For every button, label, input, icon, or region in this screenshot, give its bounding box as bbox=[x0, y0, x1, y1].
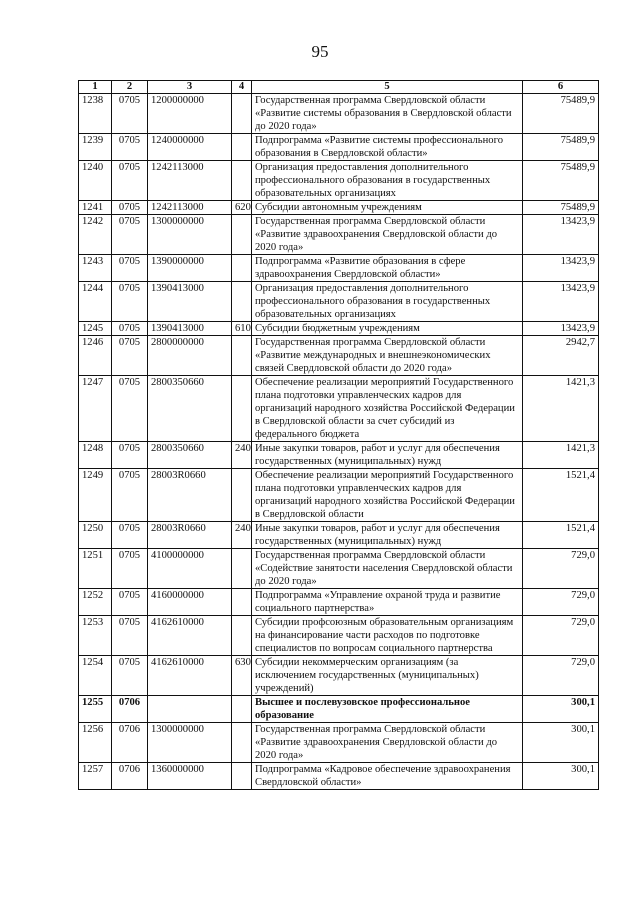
cell-item-name: Государственная программа Свердловской области «Содействие занятости населения Свердловской области до 2020 года» bbox=[252, 549, 523, 589]
cell-expense-type bbox=[232, 161, 252, 201]
cell-row-number: 1251 bbox=[79, 549, 112, 589]
table-row bbox=[79, 161, 599, 201]
cell-expense-type bbox=[232, 549, 252, 589]
cell-item-name: Организация предоставления дополнительного профессионального образования в государственных образовательных организациях bbox=[252, 161, 523, 201]
cell-amount: 13423,9 bbox=[523, 215, 599, 255]
cell-row-number: 1245 bbox=[79, 322, 112, 336]
cell-expense-type bbox=[232, 763, 252, 790]
cell-target-code bbox=[148, 696, 232, 723]
cell-section-code: 0705 bbox=[112, 469, 148, 522]
cell-target-code: 2800000000 bbox=[148, 336, 232, 376]
cell-row-number: 1246 bbox=[79, 336, 112, 376]
cell-target-code: 4160000000 bbox=[148, 589, 232, 616]
cell-expense-type bbox=[232, 282, 252, 322]
cell-row-number: 1257 bbox=[79, 763, 112, 790]
cell-target-code: 1390413000 bbox=[148, 322, 232, 336]
cell-expense-type bbox=[232, 255, 252, 282]
cell-amount: 75489,9 bbox=[523, 161, 599, 201]
cell-expense-type: 630 bbox=[232, 656, 252, 696]
cell-amount: 13423,9 bbox=[523, 282, 599, 322]
cell-expense-type bbox=[232, 723, 252, 763]
cell-section-code: 0705 bbox=[112, 282, 148, 322]
cell-amount: 300,1 bbox=[523, 723, 599, 763]
cell-target-code: 2800350660 bbox=[148, 442, 232, 469]
cell-row-number: 1239 bbox=[79, 134, 112, 161]
cell-row-number: 1255 bbox=[79, 696, 112, 723]
cell-target-code: 28003R0660 bbox=[148, 522, 232, 549]
table-row bbox=[79, 549, 599, 589]
cell-item-name: Подпрограмма «Кадровое обеспечение здравоохранения Свердловской области» bbox=[252, 763, 523, 790]
cell-item-name: Субсидии профсоюзным образовательным организациям на финансирование части расходов по подготовке специалистов по вопросам социального партнерства bbox=[252, 616, 523, 656]
cell-target-code: 4162610000 bbox=[148, 616, 232, 656]
cell-amount: 729,0 bbox=[523, 549, 599, 589]
cell-target-code: 1360000000 bbox=[148, 763, 232, 790]
cell-row-number: 1247 bbox=[79, 376, 112, 442]
table-row bbox=[79, 376, 599, 442]
cell-section-code: 0705 bbox=[112, 656, 148, 696]
cell-item-name: Государственная программа Свердловской области «Развитие системы образования в Свердловской области до 2020 года» bbox=[252, 94, 523, 134]
cell-target-code: 1200000000 bbox=[148, 94, 232, 134]
cell-expense-type: 620 bbox=[232, 201, 252, 215]
cell-target-code: 1242113000 bbox=[148, 161, 232, 201]
cell-item-name: Иные закупки товаров, работ и услуг для обеспечения государственных (муниципальных) нужд bbox=[252, 442, 523, 469]
column-header-name: 5 bbox=[252, 81, 523, 94]
cell-row-number: 1244 bbox=[79, 282, 112, 322]
column-header-number: 1 bbox=[79, 81, 112, 94]
table-row bbox=[79, 255, 599, 282]
cell-target-code: 4100000000 bbox=[148, 549, 232, 589]
table-row bbox=[79, 469, 599, 522]
cell-target-code: 4162610000 bbox=[148, 656, 232, 696]
cell-row-number: 1249 bbox=[79, 469, 112, 522]
cell-item-name: Государственная программа Свердловской области «Развитие международных и внешнеэкономических связей Свердловской области до 2020 года» bbox=[252, 336, 523, 376]
cell-item-name: Подпрограмма «Развитие образования в сфере здравоохранения Свердловской области» bbox=[252, 255, 523, 282]
cell-item-name: Обеспечение реализации мероприятий Государственного плана подготовки управленческих кадров для организаций народного хозяйства Российской Федерации в Свердловской области за счет субсидий из федерального бюджета bbox=[252, 376, 523, 442]
cell-section-code: 0705 bbox=[112, 134, 148, 161]
cell-section-code: 0705 bbox=[112, 549, 148, 589]
cell-row-number: 1250 bbox=[79, 522, 112, 549]
cell-amount: 300,1 bbox=[523, 763, 599, 790]
cell-expense-type bbox=[232, 616, 252, 656]
cell-section-code: 0705 bbox=[112, 215, 148, 255]
cell-row-number: 1238 bbox=[79, 94, 112, 134]
cell-section-code: 0705 bbox=[112, 616, 148, 656]
cell-section-code: 0706 bbox=[112, 723, 148, 763]
table-row bbox=[79, 94, 599, 134]
table-row bbox=[79, 723, 599, 763]
cell-section-code: 0706 bbox=[112, 696, 148, 723]
cell-amount: 75489,9 bbox=[523, 201, 599, 215]
cell-row-number: 1256 bbox=[79, 723, 112, 763]
cell-section-code: 0705 bbox=[112, 201, 148, 215]
cell-item-name: Подпрограмма «Развитие системы профессионального образования в Свердловской области» bbox=[252, 134, 523, 161]
column-header-expense-type: 4 bbox=[232, 81, 252, 94]
cell-amount: 729,0 bbox=[523, 616, 599, 656]
cell-expense-type bbox=[232, 589, 252, 616]
cell-item-name: Иные закупки товаров, работ и услуг для обеспечения государственных (муниципальных) нужд bbox=[252, 522, 523, 549]
cell-target-code: 1242113000 bbox=[148, 201, 232, 215]
cell-expense-type bbox=[232, 376, 252, 442]
cell-amount: 13423,9 bbox=[523, 322, 599, 336]
table-row bbox=[79, 696, 599, 723]
cell-item-name: Государственная программа Свердловской области «Развитие здравоохранения Свердловской области до 2020 года» bbox=[252, 215, 523, 255]
table-row bbox=[79, 282, 599, 322]
cell-section-code: 0705 bbox=[112, 322, 148, 336]
cell-section-code: 0705 bbox=[112, 442, 148, 469]
cell-item-name: Субсидии автономным учреждениям bbox=[252, 201, 523, 215]
cell-target-code: 2800350660 bbox=[148, 376, 232, 442]
cell-section-code: 0706 bbox=[112, 763, 148, 790]
cell-section-code: 0705 bbox=[112, 522, 148, 549]
cell-item-name: Государственная программа Свердловской области «Развитие здравоохранения Свердловской области до 2020 года» bbox=[252, 723, 523, 763]
cell-section-code: 0705 bbox=[112, 336, 148, 376]
page-number: 95 bbox=[311, 42, 329, 61]
cell-row-number: 1254 bbox=[79, 656, 112, 696]
table-row bbox=[79, 134, 599, 161]
table-row bbox=[79, 201, 599, 215]
table-body bbox=[79, 94, 599, 790]
table-row bbox=[79, 215, 599, 255]
cell-row-number: 1240 bbox=[79, 161, 112, 201]
cell-amount: 729,0 bbox=[523, 589, 599, 616]
cell-expense-type bbox=[232, 336, 252, 376]
cell-expense-type: 240 bbox=[232, 522, 252, 549]
cell-target-code: 1300000000 bbox=[148, 723, 232, 763]
column-header-amount: 6 bbox=[523, 81, 599, 94]
cell-amount: 1421,3 bbox=[523, 442, 599, 469]
cell-row-number: 1253 bbox=[79, 616, 112, 656]
table-row bbox=[79, 589, 599, 616]
cell-target-code: 28003R0660 bbox=[148, 469, 232, 522]
cell-row-number: 1241 bbox=[79, 201, 112, 215]
table-row bbox=[79, 442, 599, 469]
cell-amount: 2942,7 bbox=[523, 336, 599, 376]
table-row bbox=[79, 616, 599, 656]
cell-target-code: 1300000000 bbox=[148, 215, 232, 255]
cell-item-name: Субсидии бюджетным учреждениям bbox=[252, 322, 523, 336]
table-row bbox=[79, 763, 599, 790]
cell-section-code: 0705 bbox=[112, 376, 148, 442]
table-row bbox=[79, 336, 599, 376]
cell-expense-type bbox=[232, 134, 252, 161]
table-header-row bbox=[79, 81, 599, 94]
table-row bbox=[79, 656, 599, 696]
cell-expense-type: 610 bbox=[232, 322, 252, 336]
cell-target-code: 1390413000 bbox=[148, 282, 232, 322]
cell-expense-type bbox=[232, 215, 252, 255]
cell-expense-type bbox=[232, 94, 252, 134]
cell-expense-type bbox=[232, 469, 252, 522]
cell-expense-type bbox=[232, 696, 252, 723]
cell-section-code: 0705 bbox=[112, 161, 148, 201]
cell-target-code: 1240000000 bbox=[148, 134, 232, 161]
cell-target-code: 1390000000 bbox=[148, 255, 232, 282]
cell-amount: 75489,9 bbox=[523, 134, 599, 161]
budget-table bbox=[78, 80, 599, 790]
cell-section-code: 0705 bbox=[112, 94, 148, 134]
cell-item-name: Обеспечение реализации мероприятий Государственного плана подготовки управленческих кадров для организаций народного хозяйства Российской Федерации в Свердловской области bbox=[252, 469, 523, 522]
cell-amount: 300,1 bbox=[523, 696, 599, 723]
cell-section-code: 0705 bbox=[112, 589, 148, 616]
cell-amount: 1521,4 bbox=[523, 469, 599, 522]
cell-amount: 13423,9 bbox=[523, 255, 599, 282]
table-row bbox=[79, 522, 599, 549]
cell-row-number: 1243 bbox=[79, 255, 112, 282]
cell-expense-type: 240 bbox=[232, 442, 252, 469]
cell-item-name: Высшее и послевузовское профессиональное образование bbox=[252, 696, 523, 723]
cell-item-name: Организация предоставления дополнительного профессионального образования в государственных образовательных организациях bbox=[252, 282, 523, 322]
cell-amount: 1421,3 bbox=[523, 376, 599, 442]
cell-section-code: 0705 bbox=[112, 255, 148, 282]
cell-amount: 1521,4 bbox=[523, 522, 599, 549]
cell-row-number: 1252 bbox=[79, 589, 112, 616]
cell-amount: 729,0 bbox=[523, 656, 599, 696]
cell-item-name: Субсидии некоммерческим организациям (за исключением государственных (муниципальных) учреждений) bbox=[252, 656, 523, 696]
column-header-section: 2 bbox=[112, 81, 148, 94]
cell-row-number: 1242 bbox=[79, 215, 112, 255]
cell-amount: 75489,9 bbox=[523, 94, 599, 134]
table-row bbox=[79, 322, 599, 336]
column-header-target-code: 3 bbox=[148, 81, 232, 94]
cell-item-name: Подпрограмма «Управление охраной труда и развитие социального партнерства» bbox=[252, 589, 523, 616]
cell-row-number: 1248 bbox=[79, 442, 112, 469]
